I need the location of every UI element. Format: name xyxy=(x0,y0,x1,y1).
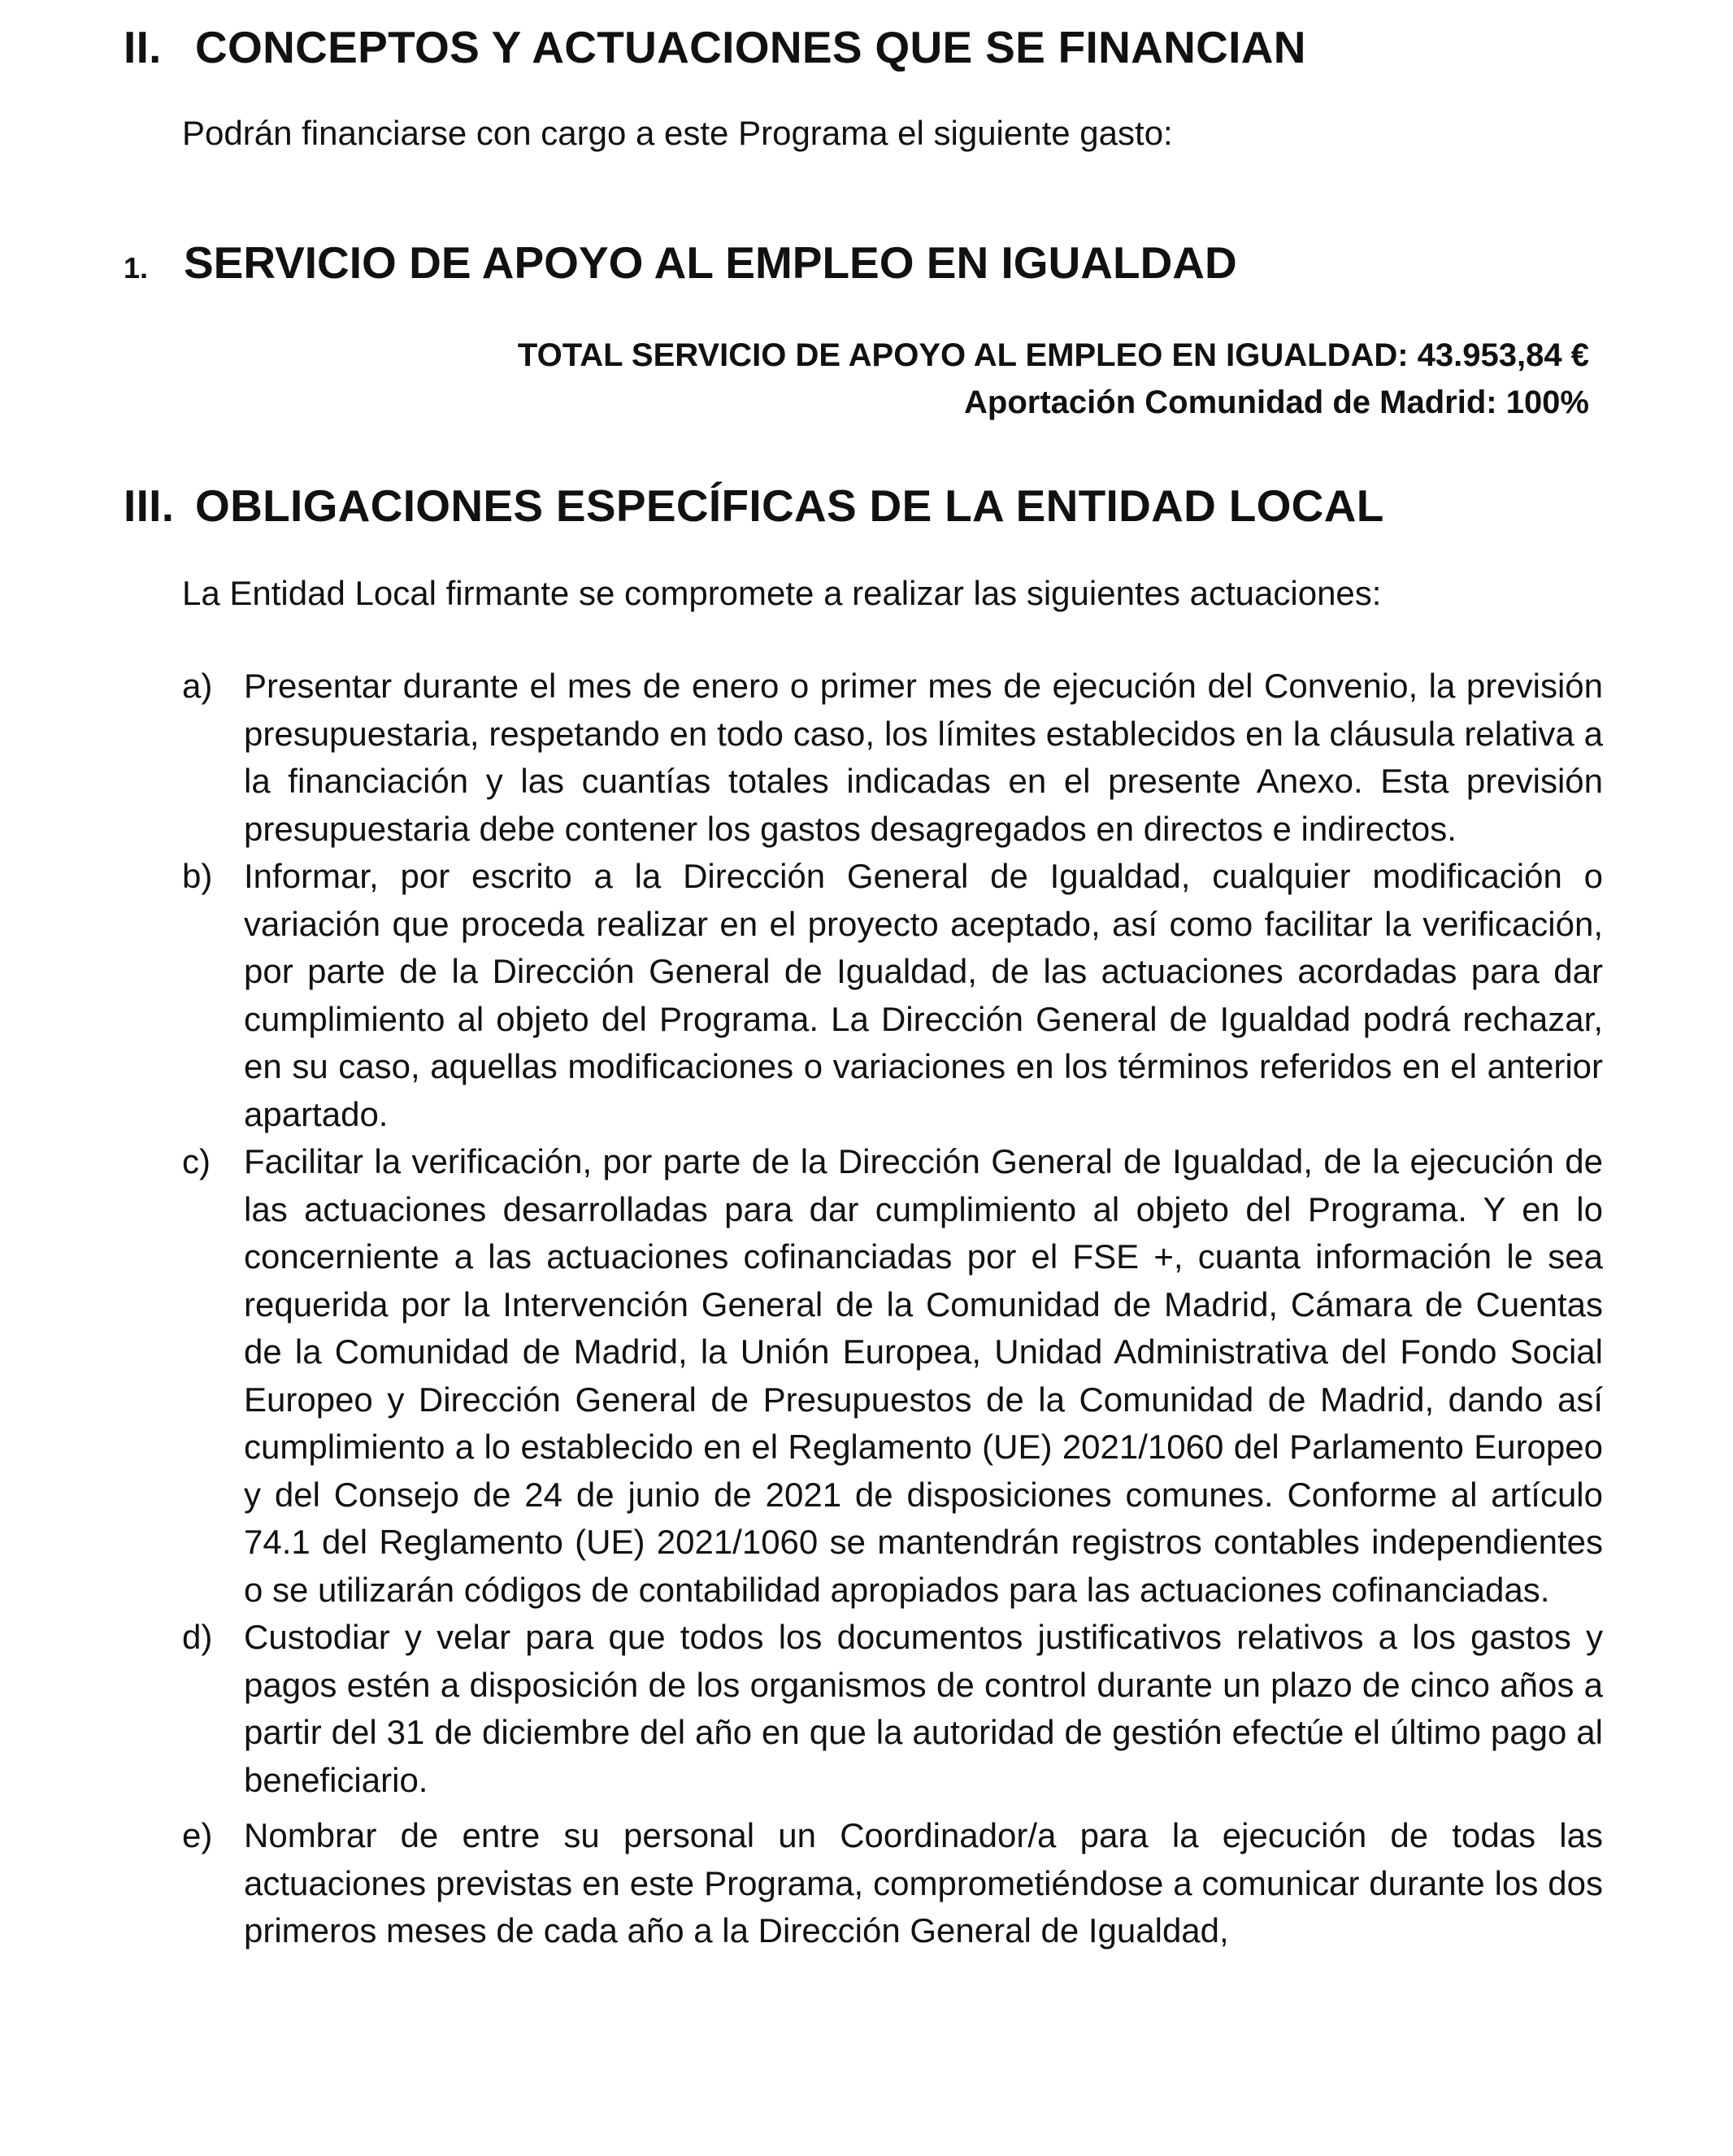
section-iii-heading xyxy=(124,481,1384,530)
aportacion-line: Aportación Comunidad de Madrid: 100% xyxy=(964,385,1589,420)
subsection-1-number: 1. xyxy=(124,251,149,285)
section-iii-title: OBLIGACIONES ESPECÍFICAS DE LA ENTIDAD LOCAL xyxy=(195,480,1384,531)
list-item xyxy=(182,1812,1603,1955)
item-text: Informar, por escrito a la Dirección General de Igualdad, cualquier modificación o variación que proceda realizar en el proyecto aceptado, así como facilitar la verificación, por parte de la Dirección General de Igualdad, de las actuaciones acordadas para dar cumplimiento al objeto del Programa. La Dirección General de Igualdad podrá rechazar, en su caso, aquellas modificaciones o variaciones en los términos referidos en el anterior apartado. xyxy=(244,857,1603,1133)
section-ii-title: CONCEPTOS Y ACTUACIONES QUE SE FINANCIAN xyxy=(195,22,1306,72)
subsection-1-heading xyxy=(124,238,1237,293)
list-item xyxy=(182,663,1603,853)
item-text: Custodiar y velar para que todos los documentos justificativos relativos a los gastos y pagos estén a disposición de los organismos de control durante un plazo de cinco años a partir del 31 de diciembre del año en que la autoridad de gestión efectúe el último pago al beneficiario. xyxy=(244,1618,1603,1799)
list-item xyxy=(182,853,1603,1138)
list-item xyxy=(182,1614,1603,1804)
section-iii-intro: La Entidad Local firmante se compromete a realizar las siguientes actuaciones: xyxy=(182,574,1382,612)
totals-block xyxy=(518,332,1589,426)
item-letter: e) xyxy=(182,1816,213,1854)
list-item xyxy=(182,1138,1603,1614)
section-ii-number: II. xyxy=(124,22,162,72)
section-iii-number: III. xyxy=(124,480,175,531)
subsection-1-title: SERVICIO DE APOYO AL EMPLEO EN IGUALDAD xyxy=(184,237,1237,288)
item-letter: b) xyxy=(182,857,213,895)
item-text: Presentar durante el mes de enero o primer mes de ejecución del Convenio, la previsión presupuestaria, respetando en todo caso, los límites establecidos en la cláusula relativa a la financiación y las cuantías totales indicadas en el presente Anexo. Esta previsión presupuestaria debe contener los gastos desagregados en directos e indirectos. xyxy=(244,667,1603,848)
item-letter: d) xyxy=(182,1618,213,1656)
item-text: Nombrar de entre su personal un Coordinador/a para la ejecución de todas las actuaciones previstas en este Programa, comprometiéndose a comunicar durante los dos primeros meses de cada año a la Dirección General de Igualdad, xyxy=(244,1816,1603,1950)
section-ii-intro: Podrán financiarse con cargo a este Programa el siguiente gasto: xyxy=(182,114,1173,152)
section-ii-heading xyxy=(124,23,1306,72)
item-letter: a) xyxy=(182,667,213,705)
item-letter: c) xyxy=(182,1142,211,1180)
total-line: TOTAL SERVICIO DE APOYO AL EMPLEO EN IGUALDAD: 43.953,84 € xyxy=(517,337,1589,373)
item-text: Facilitar la verificación, por parte de la Dirección General de Igualdad, de la ejecución de las actuaciones desarrolladas para dar cumplimiento al objeto del Programa. Y en lo concerniente a las actuaciones cofinanciadas por el FSE +, cuanta información le sea requerida por la Intervención General de la Comunidad de Madrid, Cámara de Cuentas de la Comunidad de Madrid, la Unión Europea, Unidad Administrativa del Fondo Social Europeo y Dirección General de Presupuestos de la Comunidad de Madrid, dando así cumplimiento a lo establecido en el Reglamento (UE) 2021/1060 del Parlamento Europeo y del Consejo de 24 de junio de 2021 de disposiciones comunes. Conforme al artículo 74.1 del Reglamento (UE) 2021/1060 se mantendrán registros contables independientes o se utilizarán códigos de contabilidad apropiados para las actuaciones cofinanciadas. xyxy=(244,1142,1603,1609)
obligations-list xyxy=(182,663,1603,1955)
